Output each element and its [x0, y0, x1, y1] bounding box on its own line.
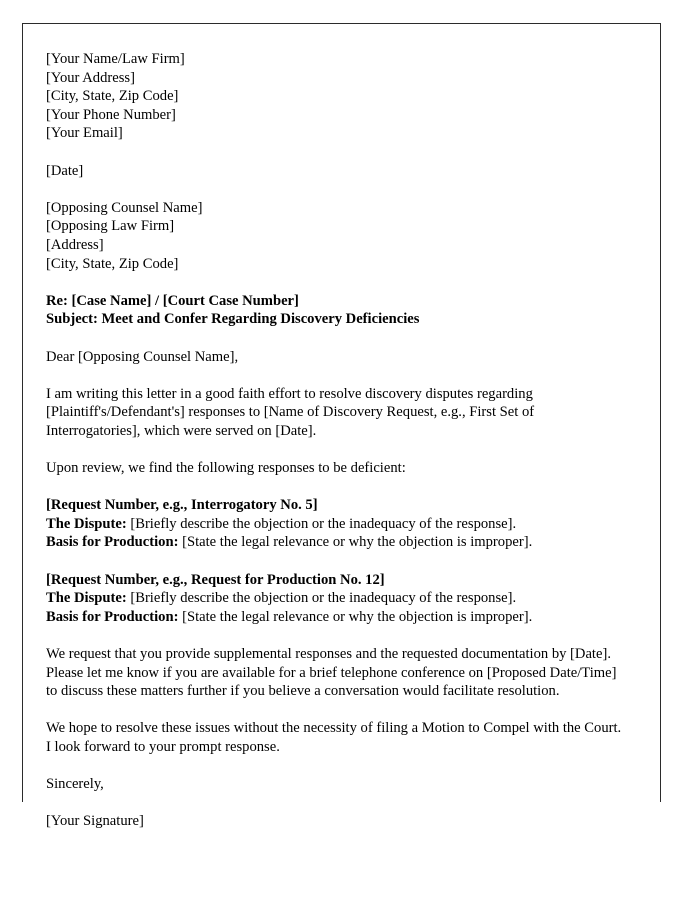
spacer	[46, 180, 627, 199]
valediction-block	[46, 775, 627, 794]
date-block	[46, 162, 627, 181]
re-subject-block	[46, 292, 627, 329]
salutation: Dear [Opposing Counsel Name],	[46, 348, 239, 365]
spacer	[46, 329, 627, 348]
basis-text: [State the legal relevance or why the objection is improper].	[182, 534, 533, 551]
basis-text: [State the legal relevance or why the objection is improper].	[182, 608, 533, 625]
recipient-address-block	[46, 199, 627, 273]
deficiency-item	[46, 571, 627, 627]
spacer	[46, 143, 627, 162]
deficiency-basis	[46, 608, 627, 627]
recipient-line: [Opposing Counsel Name]	[46, 199, 203, 216]
spacer	[46, 478, 627, 497]
lead-in-paragraph: Upon review, we find the following responses to be deficient:	[46, 460, 406, 477]
request-paragraph: We request that you provide supplemental responses and the requested documentation by [Date]. Please let me know if you are available for a brief telephone conference on [Proposed Date/Time] to discuss these matters further if you believe a conversation would facilitate resolution.	[46, 646, 617, 700]
deficiency-item	[46, 496, 627, 552]
spacer	[46, 552, 627, 571]
dispute-text: [Briefly describe the objection or the inadequacy of the response].	[130, 515, 517, 532]
spacer	[46, 440, 627, 459]
document-page	[22, 23, 661, 830]
re-line: Re: [Case Name] / [Court Case Number]	[46, 292, 299, 309]
signature-block	[46, 812, 627, 831]
recipient-line: [Opposing Law Firm]	[46, 218, 175, 235]
basis-label: Basis for Production:	[46, 534, 179, 551]
sender-line: [City, State, Zip Code]	[46, 88, 179, 105]
dispute-text: [Briefly describe the objection or the inadequacy of the response].	[130, 590, 517, 607]
sender-address-block	[46, 50, 627, 143]
spacer	[46, 701, 627, 720]
sender-line: [Your Phone Number]	[46, 106, 176, 123]
spacer	[46, 366, 627, 385]
deficiency-dispute	[46, 589, 627, 608]
spacer	[46, 626, 627, 645]
basis-label: Basis for Production:	[46, 608, 179, 625]
dispute-label: The Dispute:	[46, 515, 127, 532]
subject-line: Subject: Meet and Confer Regarding Discovery Deficiencies	[46, 311, 420, 328]
dispute-label: The Dispute:	[46, 590, 127, 607]
deficiency-heading: [Request Number, e.g., Request for Production No. 12]	[46, 571, 385, 588]
date-line: [Date]	[46, 162, 84, 179]
deficiency-heading: [Request Number, e.g., Interrogatory No. 5]	[46, 497, 318, 514]
signature-line: [Your Signature]	[46, 813, 144, 830]
spacer	[46, 273, 627, 292]
deficiency-basis	[46, 533, 627, 552]
salutation-block	[46, 348, 627, 367]
recipient-line: [Address]	[46, 236, 104, 253]
intro-paragraph: I am writing this letter in a good faith effort to resolve discovery disputes regarding [Plaintiff's/Defendant's] responses to [Name of Discovery Request, e.g., First Set of Interrogatories], which were served on [Date].	[46, 385, 535, 439]
recipient-line: [City, State, Zip Code]	[46, 255, 179, 272]
letter-body	[23, 24, 660, 831]
sender-line: [Your Name/Law Firm]	[46, 51, 185, 67]
spacer	[46, 757, 627, 776]
valediction: Sincerely,	[46, 776, 104, 793]
sender-line: [Your Email]	[46, 125, 123, 142]
sender-line: [Your Address]	[46, 69, 135, 86]
deficiency-dispute	[46, 515, 627, 534]
closing-paragraph: We hope to resolve these issues without the necessity of filing a Motion to Compel with the Court. I look forward to your prompt response.	[46, 720, 622, 755]
spacer	[46, 794, 627, 813]
